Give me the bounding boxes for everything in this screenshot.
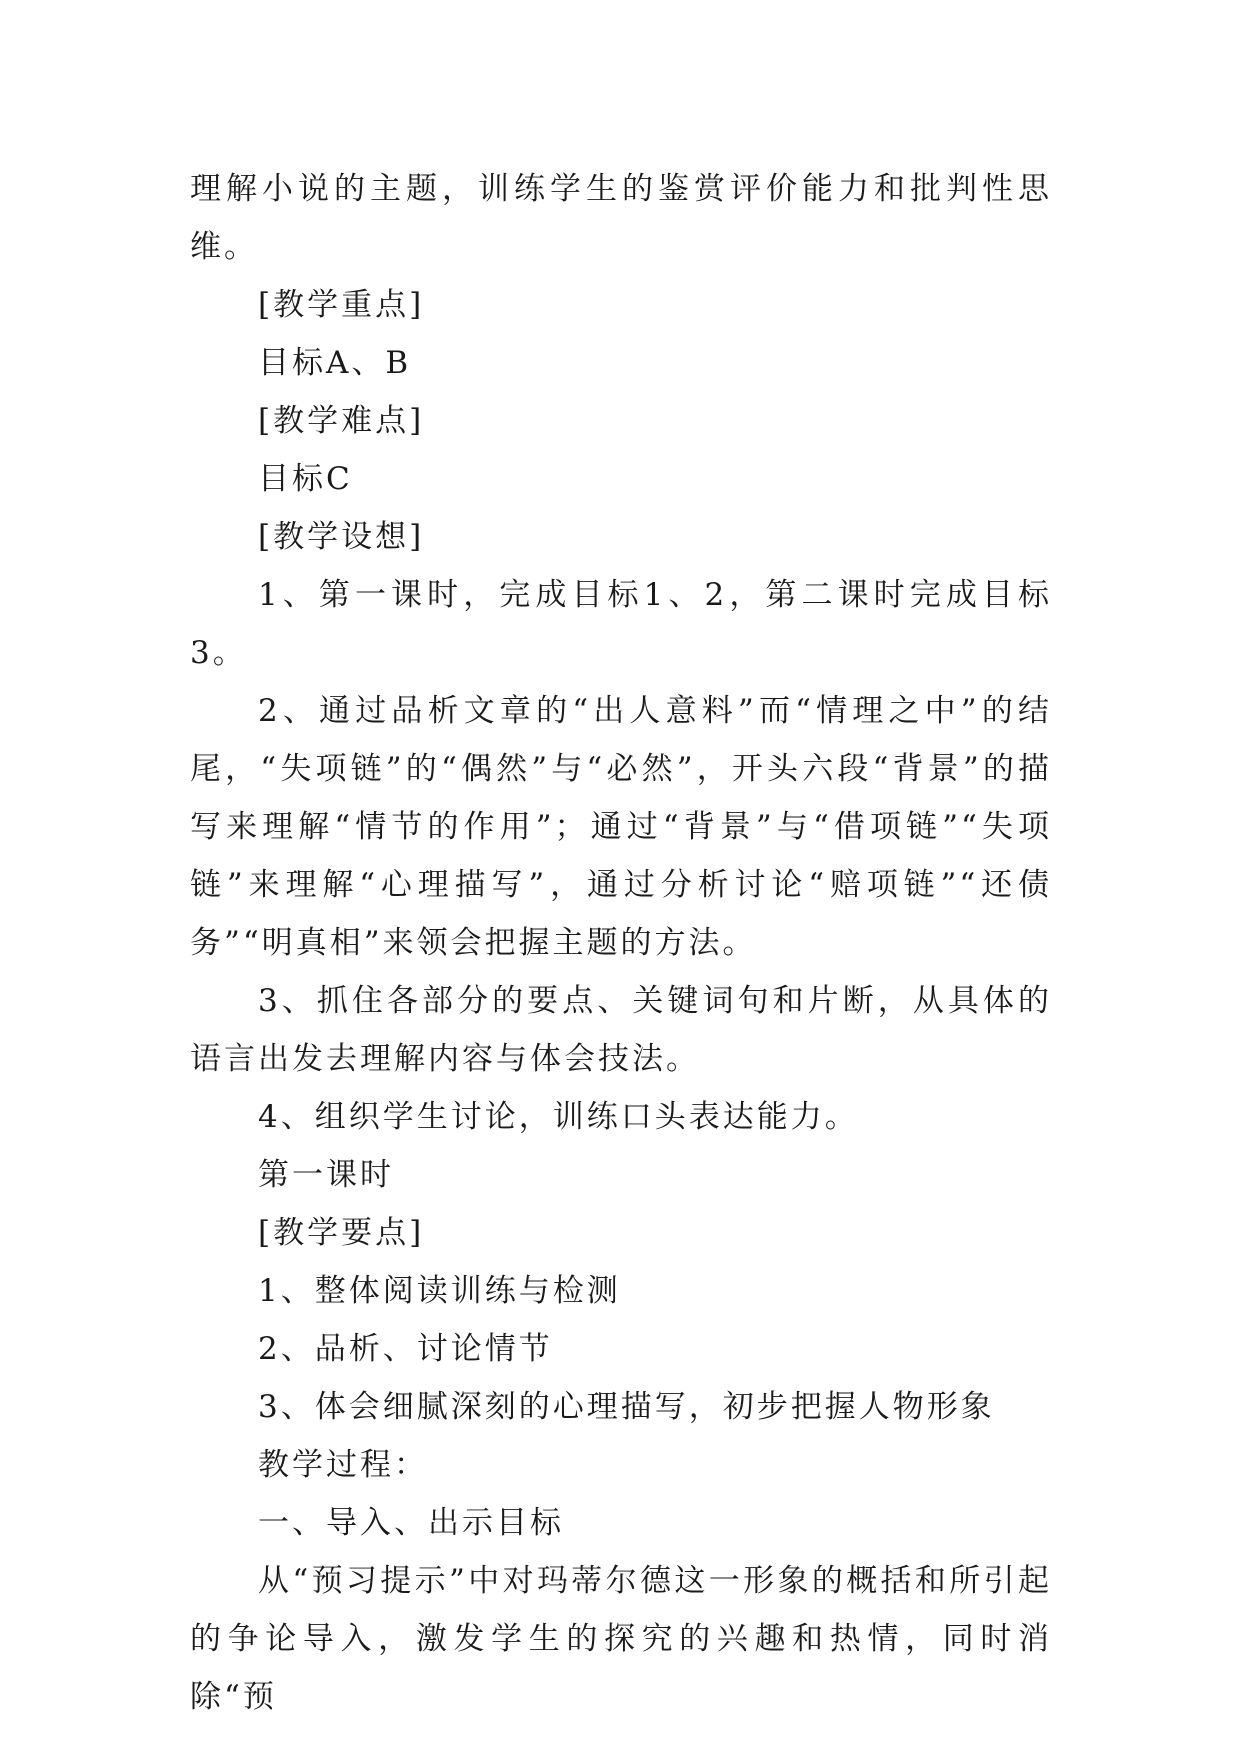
heading-teaching-plan: [教学设想]: [258, 519, 425, 555]
paragraph-introduction: 从“预习提示”中对玛蒂尔德这一形象的概括和所引起的争论导入，激发学生的探究的兴趣和热情，同时消除“预: [190, 1563, 1052, 1715]
heading-teaching-process: 教学过程：: [258, 1447, 428, 1483]
heading-teaching-difficulty: [教学难点]: [258, 403, 425, 439]
process-step-1: 一、导入、出示目标: [258, 1505, 564, 1541]
paragraph-theme-continuation: 理解小说的主题，训练学生的鉴赏评价能力和批判性思维。: [190, 171, 1052, 265]
plan-item-2: 2、通过品析文章的“出人意料”而“情理之中”的结尾，“失项链”的“偶然”与“必然”，开头六段“背景”的描写来理解“情节的作用”；通过“背景”与“借项链”“失项链”来理解“心理描写”，通过分析讨论“赔项链”“还债务”“明真相”来领会把握主题的方法。: [190, 693, 1052, 961]
point-item-1: 1、整体阅读训练与检测: [258, 1273, 621, 1309]
plan-item-3: 3、抓住各部分的要点、关键词句和片断，从具体的语言出发去理解内容与体会技法。: [190, 983, 1052, 1077]
plan-item-4: 4、组织学生讨论，训练口头表达能力。: [258, 1099, 859, 1135]
paragraph-focus-goals: 目标A、B: [258, 345, 412, 381]
document-body: [190, 160, 1052, 1726]
plan-item-1: 1、第一课时，完成目标1、2，第二课时完成目标3。: [190, 577, 1052, 671]
paragraph-difficulty-goal: 目标C: [258, 461, 353, 497]
heading-teaching-points: [教学要点]: [258, 1215, 425, 1251]
heading-first-lesson: 第一课时: [258, 1157, 394, 1193]
point-item-3: 3、体会细腻深刻的心理描写，初步把握人物形象: [258, 1389, 995, 1425]
heading-teaching-focus: [教学重点]: [258, 287, 425, 323]
point-item-2: 2、品析、讨论情节: [258, 1331, 553, 1367]
